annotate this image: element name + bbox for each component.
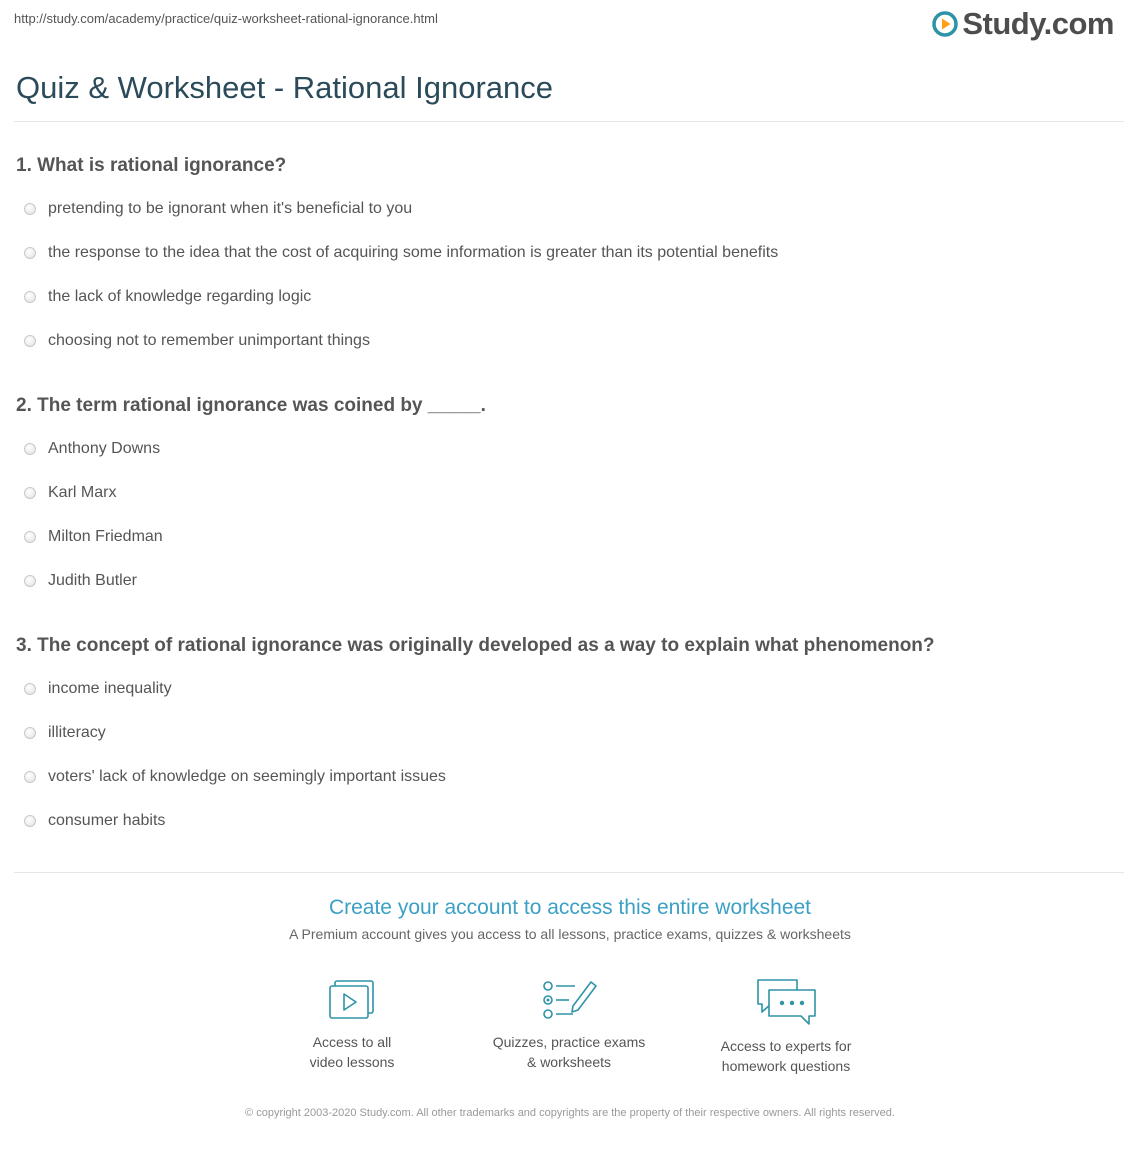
answer-option[interactable] <box>24 572 137 590</box>
radio-button[interactable] <box>24 291 36 303</box>
feature-video-lessons <box>242 976 462 1072</box>
chat-bubbles-icon <box>753 976 819 1028</box>
cta-divider <box>14 872 1124 873</box>
answer-label: the lack of knowledge regarding logic <box>48 288 312 305</box>
radio-button[interactable] <box>24 771 36 783</box>
answer-label: pretending to be ignorant when it's beneficial to you <box>48 200 413 217</box>
radio-button[interactable] <box>24 335 36 347</box>
video-lessons-icon <box>324 976 380 1024</box>
radio-button[interactable] <box>24 575 36 587</box>
cta-subtitle: A Premium account gives you access to all lessons, practice exams, quizzes & worksheets <box>289 926 851 942</box>
answer-option[interactable] <box>24 484 116 502</box>
question-2: 2. The term rational ignorance was coined by _____. <box>16 395 486 416</box>
answer-option[interactable] <box>24 680 172 698</box>
feature-quizzes <box>459 976 679 1072</box>
radio-button[interactable] <box>24 727 36 739</box>
study-logo[interactable] <box>932 6 1114 42</box>
page-title: Quiz & Worksheet - Rational Ignorance <box>16 70 554 105</box>
radio-button[interactable] <box>24 683 36 695</box>
create-account-link[interactable]: Create your account to access this entire worksheet <box>328 896 812 919</box>
answer-label: choosing not to remember unimportant things <box>48 332 370 349</box>
question-3: 3. The concept of rational ignorance was originally developed as a way to explain what phenomenon? <box>16 635 935 656</box>
radio-button[interactable] <box>24 531 36 543</box>
answer-label: voters' lack of knowledge on seemingly important issues <box>48 768 446 785</box>
answer-option[interactable] <box>24 288 311 306</box>
radio-button[interactable] <box>24 815 36 827</box>
feature-label: Access to all video lessons <box>309 1034 395 1070</box>
answer-option[interactable] <box>24 812 165 830</box>
answer-label: consumer habits <box>48 812 166 829</box>
radio-button[interactable] <box>24 203 36 215</box>
answer-option[interactable] <box>24 440 160 458</box>
answer-label: Karl Marx <box>48 484 117 501</box>
answer-option[interactable] <box>24 332 370 350</box>
page-url: http://study.com/academy/practice/quiz-worksheet-rational-ignorance.html <box>14 11 438 26</box>
answer-label: Anthony Downs <box>48 440 161 457</box>
question-1: 1. What is rational ignorance? <box>16 155 287 176</box>
copyright-footer: © copyright 2003-2020 Study.com. All other trademarks and copyrights are the property of their respective owners. All rights reserved. <box>245 1107 895 1119</box>
radio-button[interactable] <box>24 443 36 455</box>
radio-button[interactable] <box>24 487 36 499</box>
answer-option[interactable] <box>24 528 163 546</box>
play-circle-icon <box>932 11 958 37</box>
answer-label: the response to the idea that the cost of acquiring some information is greater than its potential benefits <box>48 244 779 261</box>
answer-label: illiteracy <box>48 724 106 741</box>
feature-experts <box>676 976 896 1076</box>
answer-option[interactable] <box>24 768 446 786</box>
quiz-checklist-icon <box>539 976 599 1024</box>
answer-option[interactable] <box>24 244 778 262</box>
answer-label: Judith Butler <box>48 572 137 589</box>
feature-label: Access to experts for homework questions <box>720 1038 852 1074</box>
answer-label: income inequality <box>48 680 172 697</box>
answer-option[interactable] <box>24 200 412 218</box>
answer-label: Milton Friedman <box>48 528 163 545</box>
title-divider <box>14 121 1124 122</box>
radio-button[interactable] <box>24 247 36 259</box>
feature-label: Quizzes, practice exams & worksheets <box>492 1034 646 1070</box>
answer-option[interactable] <box>24 724 106 742</box>
logo-text: Study.com <box>962 6 1114 41</box>
